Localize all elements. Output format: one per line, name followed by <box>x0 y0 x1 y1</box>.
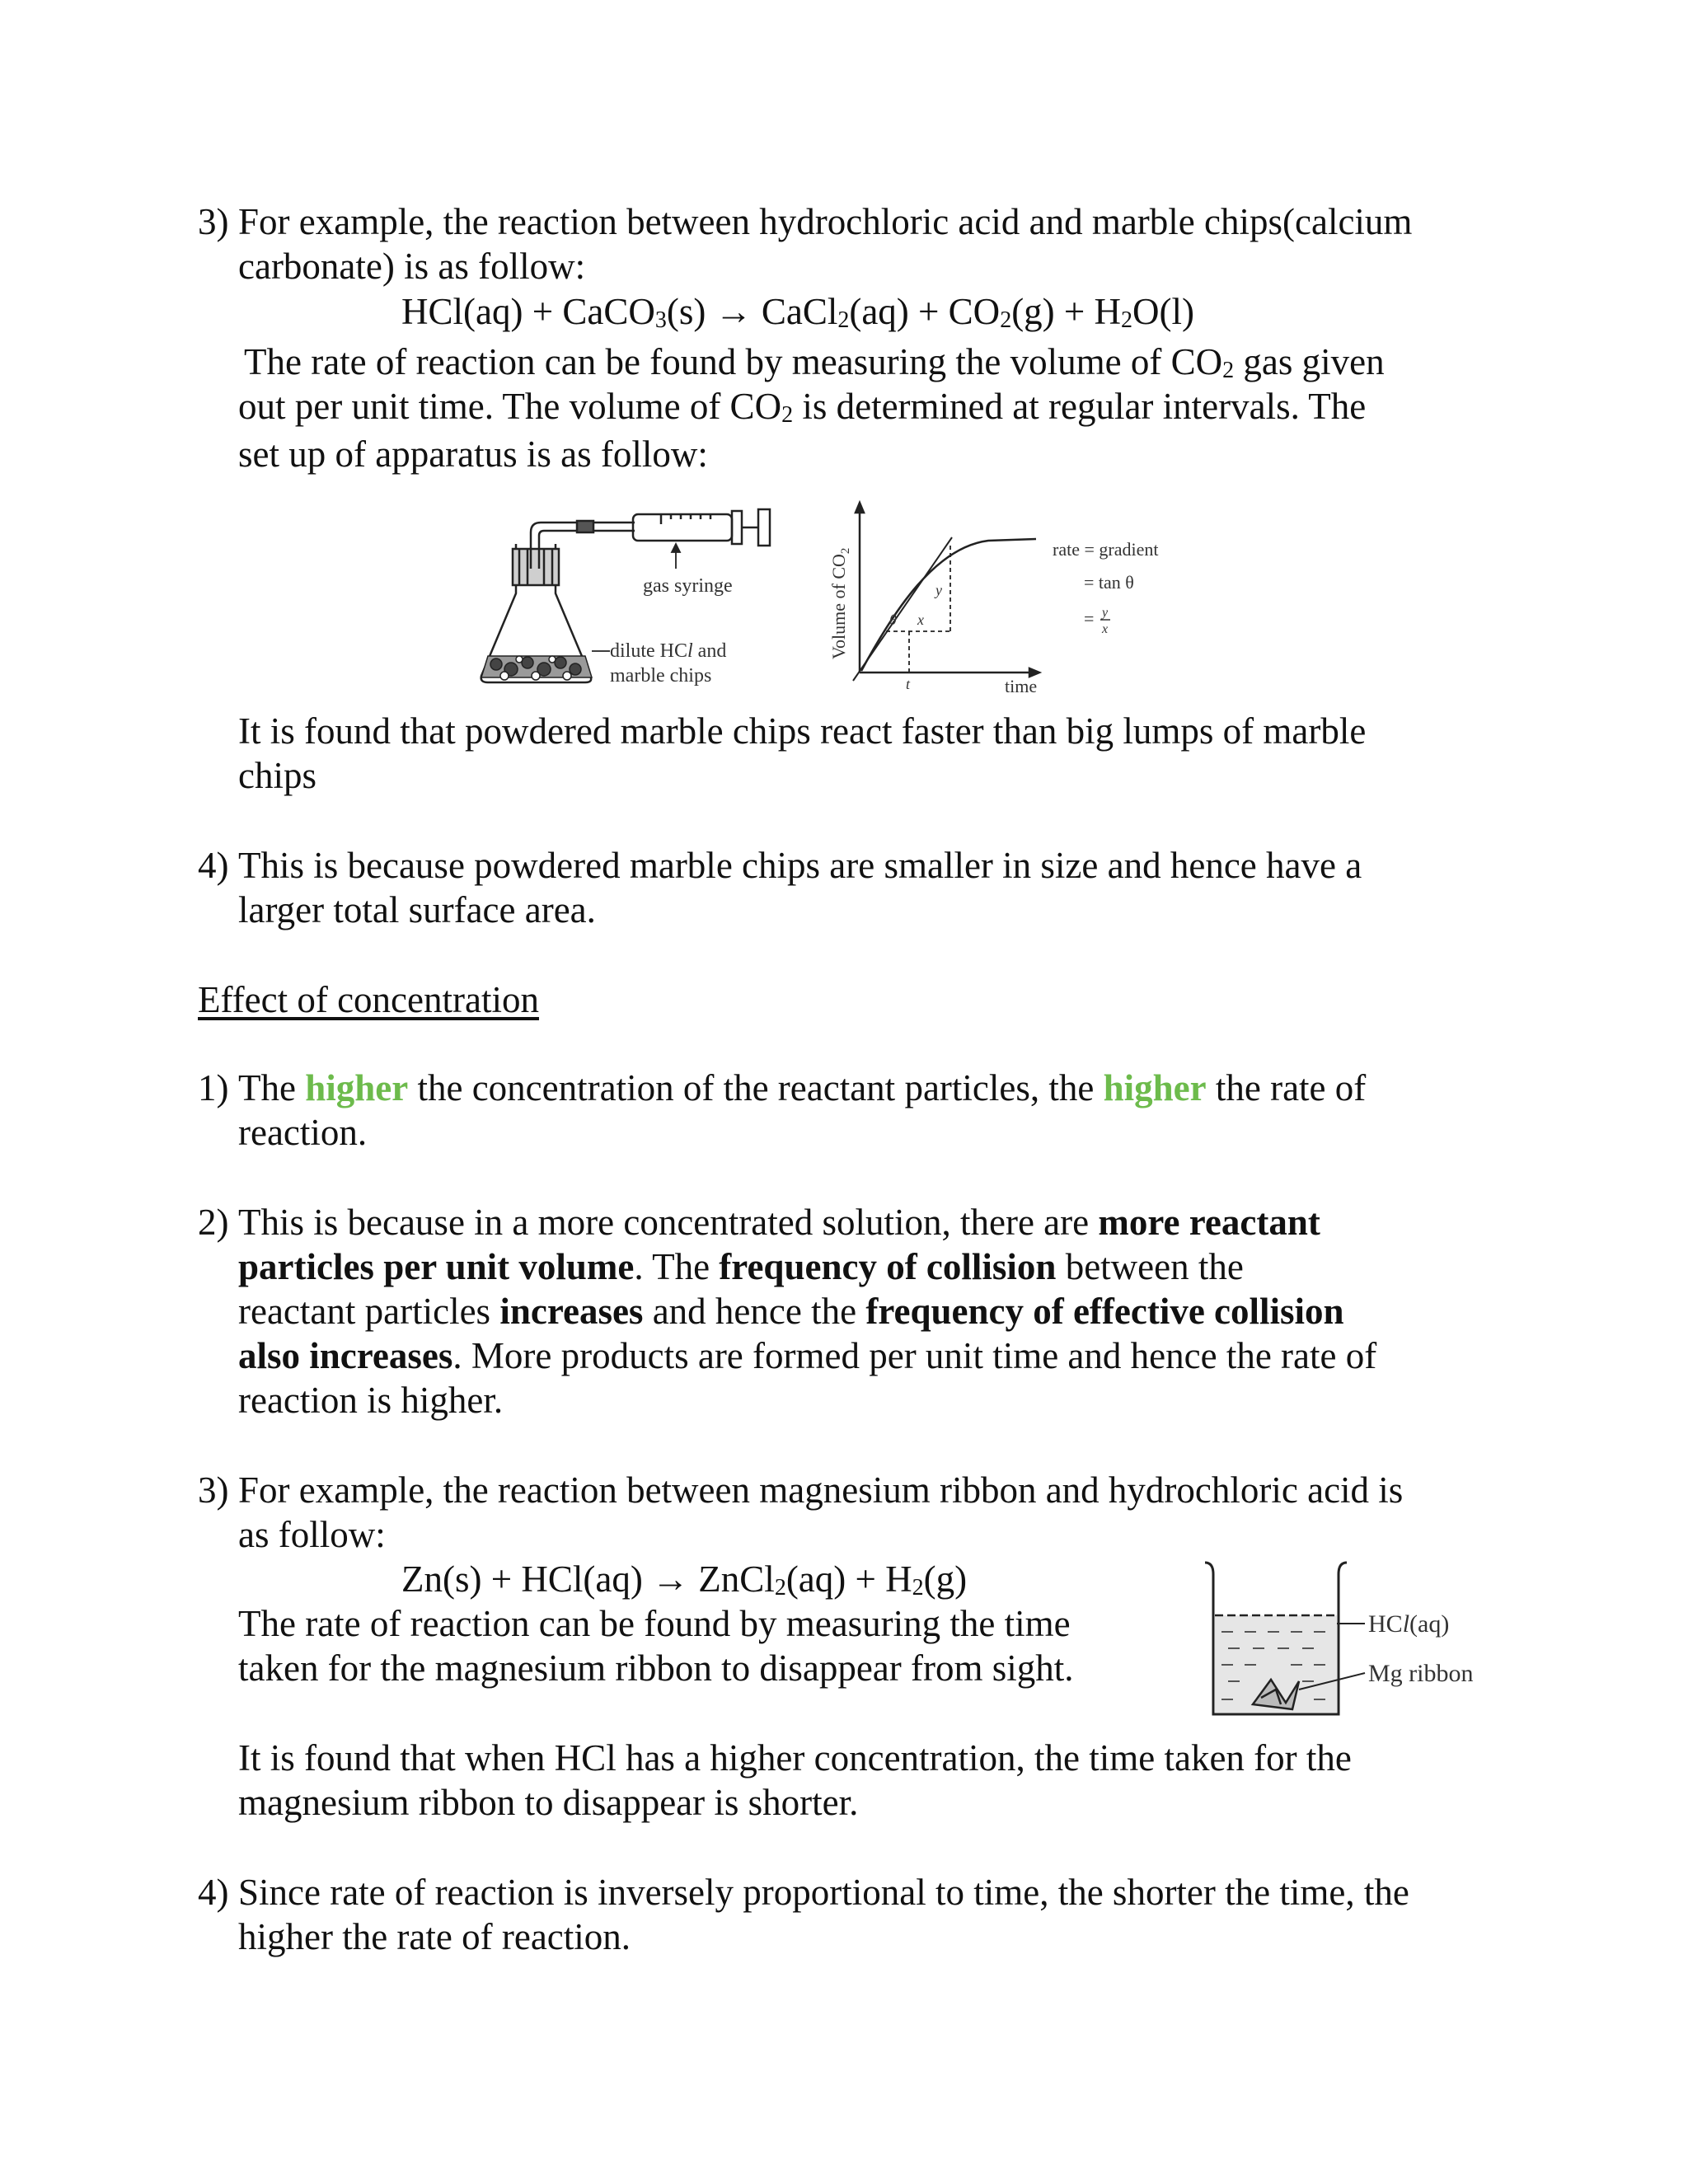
chemical-equation: Zn(s) + HCl(aq) → ZnCl$_2$(aq) + $H_2(g)$ <box>401 1558 968 1601</box>
gas-syringe-label: gas syringe <box>643 575 733 597</box>
marble-chips-label: marble chips <box>610 665 712 687</box>
tangent-line <box>853 537 952 681</box>
item-number: 2) <box>198 1202 229 1243</box>
y-length-label: y <box>935 582 942 598</box>
mg-ribbon-label: Mg ribbon <box>1368 1660 1474 1687</box>
y-axis-label: Volume of $CO_2$ <box>828 547 852 659</box>
item-number: 4) <box>198 845 229 886</box>
rate-fraction-denominator: x <box>1102 622 1109 636</box>
paragraph-line: For example, the reaction between hydrochloric acid and marble chips(calcium <box>238 201 1413 242</box>
x-axis-label: time <box>1005 676 1038 696</box>
paragraph-line: magnesium ribbon to disappear is shorter. <box>238 1782 859 1823</box>
apparatus-diagram <box>470 494 775 692</box>
paragraph-line: This is because in a more concentrated solution, there are more reactant <box>238 1202 1320 1243</box>
paragraph-line: reaction is higher. <box>238 1380 504 1421</box>
highlight-word: higher <box>305 1067 409 1108</box>
paragraph-line: The rate of reaction can be found by measuring the volume of $CO_2$ gas given <box>244 341 1385 383</box>
item-number: 3) <box>198 1469 229 1511</box>
rate-equals-label: = <box>1084 608 1095 629</box>
chemical-equation: HCl(aq) + CaCO$_3$(s) → CaCl$_2$(aq) + $CO_2(g) + H_2O(l)$ <box>401 291 1195 333</box>
rate-fraction-numerator: y <box>1102 606 1109 620</box>
paragraph-line: also increases. More products are formed per unit time and hence the rate of <box>238 1335 1377 1376</box>
volume-time-graph <box>820 494 1207 709</box>
paragraph-line: particles per unit volume. The frequency of collision between the <box>238 1246 1244 1287</box>
paragraph-line: as follow: <box>238 1514 386 1555</box>
paragraph-line: The higher the concentration of the reactant particles, the higher the rate of <box>238 1067 1367 1108</box>
paragraph-line: For example, the reaction between magnesium ribbon and hydrochloric acid is <box>238 1469 1404 1511</box>
paragraph-line: The rate of reaction can be found by measuring the time <box>238 1603 1071 1644</box>
marble-chips <box>481 656 592 680</box>
syringe-pointer-arrow <box>672 544 680 569</box>
paragraph-line: reaction. <box>238 1112 368 1153</box>
volume-curve <box>861 539 1036 671</box>
rate-gradient-label: rate = gradient <box>1053 539 1159 560</box>
paragraph-line: taken for the magnesium ribbon to disappear from sight. <box>238 1647 1074 1689</box>
hcl-aq-label: HCl(aq) <box>1368 1610 1450 1638</box>
paragraph-line: Since rate of reaction is inversely proportional to time, the shorter the time, the <box>238 1872 1409 1913</box>
paragraph-line: reactant particles increases and hence the frequency of effective collision <box>238 1291 1344 1332</box>
paragraph-line: larger total surface area. <box>238 889 596 930</box>
graph-axes <box>856 503 1039 677</box>
highlight-word: higher <box>1103 1067 1207 1108</box>
item-number: 4) <box>198 1872 229 1913</box>
beaker-diagram <box>1195 1558 1508 1722</box>
item-number: 3) <box>198 201 229 242</box>
paragraph-line: out per unit time. The volume of $CO_2$ is determined at regular intervals. The <box>238 386 1367 428</box>
section-heading: Effect of concentration <box>198 979 539 1020</box>
t-tick-label: t <box>906 676 911 692</box>
paragraph-line: It is found that when HCl has a higher concentration, the time taken for the <box>238 1737 1352 1779</box>
item-number: 1) <box>198 1067 229 1108</box>
rate-tan-label: = tan θ <box>1084 572 1134 593</box>
paragraph-line: It is found that powdered marble chips react faster than big lumps of marble <box>238 710 1367 752</box>
paragraph-line: higher the rate of reaction. <box>238 1916 631 1957</box>
gas-syringe <box>633 509 770 546</box>
x-length-label: x <box>917 612 924 628</box>
paragraph-line: chips <box>238 755 316 796</box>
paragraph-line: This is because powdered marble chips are smaller in size and hence have a <box>238 845 1362 886</box>
dilute-hcl-label: dilute HCl and <box>610 640 727 662</box>
paragraph-line: carbonate) is as follow: <box>238 246 586 287</box>
paragraph-line: set up of apparatus is as follow: <box>238 434 708 475</box>
theta-label: θ <box>889 612 897 628</box>
